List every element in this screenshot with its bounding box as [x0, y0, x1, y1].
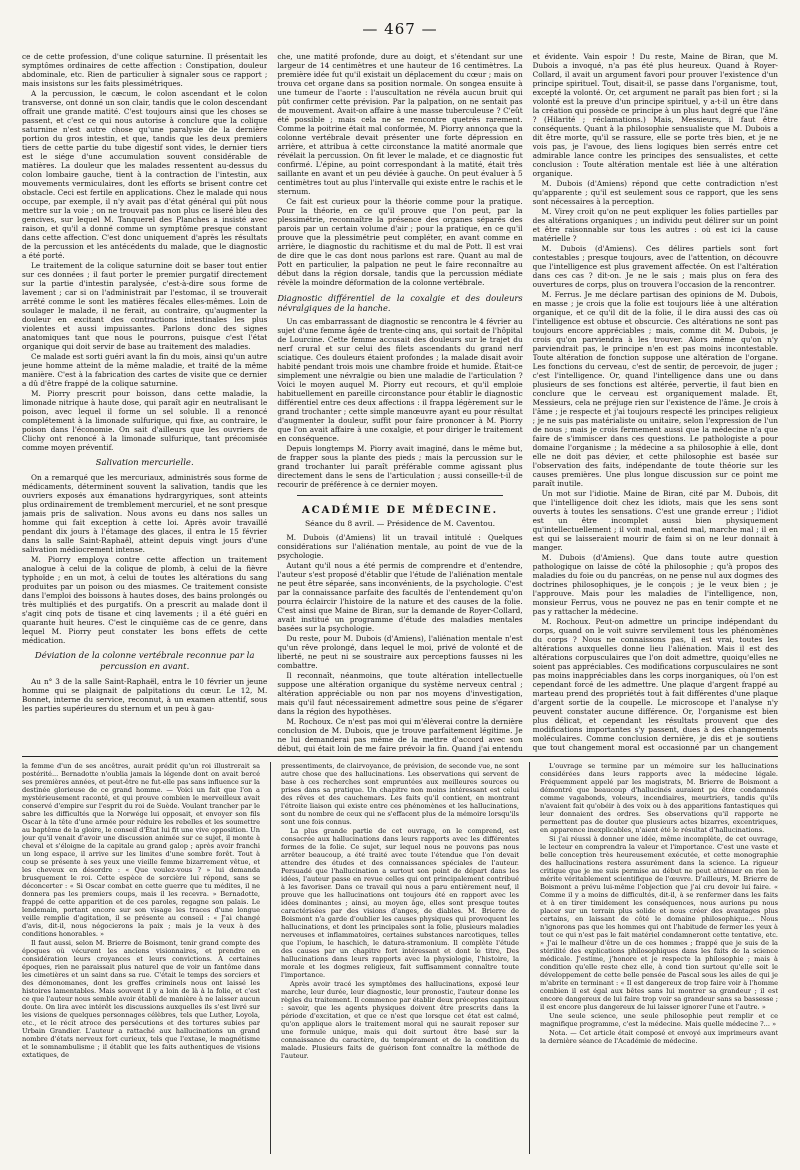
academy-heading: ACADÉMIE DE MÉDECINE.: [301, 505, 499, 516]
paragraph: Ce fait est curieux pour la théorie comme pour la pratique. Pour la théorie, en ce qu'il prouve que l'on peut, par la plessimétrie, reconnaître la présence des organes séparés des parois par un certain volume d'air ; pour la pratique, en ce qu'il prouve que la plessimétrie peut compléter, en avant comme en arrière, le diagnostic du rachitisme et du mal de Pott. Il est vrai de dire que le cas dont nous parlons est rare. Quant au mal de Pott en particulier, la palpation ne peut le faire reconnaître au début dans la région dorsale, tandis que la percussion médiate révèle la moindre déformation de la colonne vertébrale.: [277, 197, 523, 287]
paragraph: Le traitement de la colique saturnine doit se baser tout entier sur ces données ; il faut porter le premier purgatif directement sur la partie d'intestin paralysée, c'est-à-dire sous forme de lavement ; car si on l'administrait par l'estomac, il se trouverait arrêté comme le sont les matières fécales elles-mêmes. Loin de soulager le malade, il ne ferait, au contraire, qu'augmenter la douleur en excitant des contractions intestinales les plus violentes et aussi impuissantes. Parlons donc des signes anatomiques tant que nous le pourrons, puisque c'est l'état organique qui doit servir de base au traitement des maladies.: [22, 261, 268, 351]
paragraph: L'ouvrage se termine par un mémoire sur les hallucinations considérées dans leurs rapports avec la médecine légale. Fréquemment appelé par les magistrats, M. Brierre de Boismont a démontré que beaucoup d'hallucinés auraient pu être condamnés comme vagabonds, voleurs, incendiaires, meurtriers, tandis qu'ils n'avaient fait qu'obéir à des voix ou à des apparitions fantastiques qui leur donnaient des ordres. Ses observations qu'il rapporte ne permettent pas de douter que plusieurs actes bizarres, excentriques, en apparence inexplicables, n'aient été le résultat d'hallucinations.: [540, 762, 778, 834]
paragraph: Il reconnaît, néanmoins, que toute altération intellectuelle suppose une altération organique du système nerveux central ; altération appréciable ou non par nos moyens d'investigation, mais qu'il faut nécessairement admettre sous peine de s'égarer dans la région des hypothèses.: [277, 671, 523, 716]
paragraph: Au n° 3 de la salle Saint-Raphaël, entra le 10 février un jeune homme qui se plaignait de palpitations du cœur. Le 12, M. Bonnet, interne du service, reconnut, à un examen attentif, sous les parties supérieures du sternum et un peu à gau-: [22, 677, 268, 713]
paragraph: Un mot sur l'idiotie. Maine de Biran, cité par M. Dubois, dit que l'intelligence doit chez les idiots, mais que les sens sont ouverts à toutes les sensations. C'est une grande erreur ; l'idiot est un être incomplet aussi bien physiquement qu'intellectuellement ; il voit mal, entend mal, marche mal ; il en est qui se laisseraient mourir de faim si on ne leur donnait à manger.: [532, 489, 778, 552]
paragraph: La plus grande partie de cet ouvrage, on le comprend, est consacrée aux hallucinations dans leurs rapports avec les différentes formes de la folie. Ce sujet, sur lequel nous ne pouvons pas nous arrêter beaucoup, a été traité avec toute l'étendue que l'on devait attendre des études et des connaissances spéciales de l'auteur. Persuadé que l'hallucination a surtout son point de départ dans les idées, l'auteur passe en revue celles qui ont principalement contribué à les favoriser. Dans ce travail qui nous a paru entièrement neuf, il prouve que les hallucinations ont toujours été en rapport avec les idées dominantes ; ainsi, au moyen âge, elles sont presque toutes caractérisées par des visions d'anges, de diables. M. Brierre de Boismont n'a garde d'oublier les causes physiques qui provoquent les hallucinations, et dont les principales sont la folie, plusieurs maladies nerveuses et inflammatoires, certaines substances narcotiques, telles que l'opium, le haschich, le datura-stramonium. Il complète l'étude des causes par un chapitre fort intéressant et dont le titre, Des hallucinations dans leurs rapports avec la physiologie, l'histoire, la morale et les dogmes religieux, fait suffisamment connaître toute l'importance.: [281, 827, 519, 979]
page-number: — 467 —: [362, 20, 438, 38]
paragraph: Si j'ai réussi à donner une idée, même incomplète, de cet ouvrage, le lecteur en comprendra la valeur et l'importance. C'est une vaste et belle conception très heureusement exécutée, et cette monographie des hallucinations restera assurément dans la science. La rigueur critique que je me suis permise au début ne peut atténuer en rien le mérite véritablement scientifique de l'œuvre. D'ailleurs, M. Brierre de Boismont a prévu lui-même l'objection que j'ai cru devoir lui faire. « Comme il y a moins de difficultés, dit-il, à se renfermer dans les faits et à en tirer timidement les conséquences, nous aurions pu nous placer sur un terrain plus solide et nous créer des avantages plus certains, en laissant de côté le domaine philosophique... Nous n'ignorons pas que les hommes qui ont l'habitude de fermer les yeux à tout ce qui n'est pas le fait matériel condamneront cette tentative, etc. » J'ai le malheur d'être un de ces hommes ; frappé que je suis de la stérilité des explications philosophiques dans les faits de la science médicale. J'estime, j'honore et je respecte la philosophie ; mais à condition qu'elle reste chez elle, à cond tion surtout qu'elle soit le développement de cette belle pensée de Pascal sous les ailes de qui je m'abrite en terminant : « Il est dangereux de trop faire voir à l'homme combien il est égal aux bêtes sans lui montrer sa grandeur ; il est encore dangereux de lui faire trop voir sa grandeur sans sa bassesse ; il est encore plus dangereux de lui laisser ignorer l'une et l'autre. »: [540, 835, 778, 1011]
paragraph: M. Dubois (d'Amiens) lit un travail intitulé : Quelques considérations sur l'aliénation mentale, au point de vue de la psychologie.: [277, 533, 523, 560]
paragraph: On a remarqué que les mercuriaux, administrés sous forme de médicaments, déterminent souvent la salivation, tandis que les ouvriers exposés aux émanations hydrargyriques, sont atteints plus ordinairement de tremblement mercuriel, et ne sont presque jamais pris de salivation. Nous avons eu dans nos salles un homme qui fait exception à cette loi. Après avoir travaillé pendant dix jours à l'étamage des glaces, il entra le 15 février dans la salle Saint-Raphaël, atteint depuis vingt jours d'une salivation médiocrement intense.: [22, 473, 268, 554]
upper-column-2: [277, 52, 522, 752]
lower-column-1: [22, 762, 260, 1154]
paragraph: M. Rochoux. Peut-on admettre un principe indépendant du corps, quand on le voit suivre servilement tous les phénomènes du corps ? Nous ne connaissons pas, il est vrai, toutes les altérations auxquelles donne lieu l'aliénation. Mais il est des altérations corpusculaires que l'on doit admettre, quoiqu'elles ne soient pas appréciables. Ces modifications corpusculaires ne sont pas moins inappréciables dans les corps inorganiques, où l'on est cependant forcé de les admettre. Une plaque d'argent frappé au marteau prend des propriétés tout à fait différentes d'une plaque d'argent sortie de la coupelle. Le microscope et l'analyse n'y peuvent constater aucune différence. Or, l'organisme est bien plus délicat, et cependant les résultats prouvent que des modifications importantes s'y passent, dues à des changements moléculaires. Comme conclusion dernière, je dis et je soutiens que tout changement moral est occasionné par un changement: [532, 617, 778, 752]
paragraph: M. Piorry employa contre cette affection un traitement analogue à celui de la colique de plomb, à celui de la fièvre typhoïde ; en un mot, à celui de toutes les altérations du sang produites par un poison ou des miasmes. Ce traitement consiste dans l'emploi des boissons à hautes doses, des bains prolongés ou très multipliés et des purgatifs. On a prescrit au malade dont il s'agit cinq pots de tisane et cinq lavements ; il a été guéri en quarante huit heures. C'est le cinquième cas de ce genre, dans lequel M. Piorry peut constater les bons effets de cette médication.: [22, 555, 268, 645]
section-title-coxalgie: Diagnostic différentiel de la coxalgie et des douleurs névralgiques de la hanche.: [277, 293, 523, 313]
paragraph: M. Virey croit qu'on ne peut expliquer les folies partielles par des altérations organiques ; un individu peut délirer sur un point et être raisonnable sur tous les autres : où est ici la cause matérielle ?: [532, 207, 778, 243]
paragraph: Nota. — Cet article était composé et envoyé aux imprimeurs avant la dernière séance de l'Académie de médecine.: [540, 1029, 778, 1045]
divider: [297, 495, 502, 496]
lower-column-2: [281, 762, 519, 1154]
paragraph: et évidente. Vain espoir ! Du reste, Maine de Biran, que M. Dubois a invoqué, n'a pas été plus heureux. Quand à Royer-Collard, il avait un argument favori pour prouver l'existence d'un principe spirituel. Tout, disait-il, se passe dans l'organisme, tout, excepté la volonté. Or, cet argument ne paraît pas bien fort ; si la volonté est la preuve d'un principe spirituel, y a-t-il un être dans la création qui possède ce principe à un plus haut degré que l'âne ? (Hilarité ; réclamations.) Mais, Messieurs, il faut être conséquents. Quant à la philosophie sensualiste que M. Dubois a dit être morte, qu'il se rassure, elle se porte très bien, et je ne vois pas, je l'avoue, des liens logiques bien serrés entre cet admirable lance contre les principes des sensualistes, et cette conclusion : Toute altération mentale est liée à une altération organique.: [532, 52, 778, 178]
paragraph: Il faut aussi, selon M. Brierre de Boismont, tenir grand compte des époques où vécurent les anciens visionnaires, et prendre en considération leurs croyances et leurs convictions. A certaines époques, rien ne paraissait plus naturel que de voir un fantôme dans les cimetières et un saint dans sa rue. C'était le temps des sorciers et des démonomanes, dont les greffes criminels nous ont laissé les histoires lamentables. Mais souvent il y a loin de là à la folie, et c'est ce que l'auteur nous semble avoir établi de manière à ne laisser aucun doute. On lira avec intérêt les discussions auxquelles ils s'est livré sur les visions de quelques personnages célèbres, tels que Luther, Loyola, etc., et le récit atroce des persécutions et des tortures subies par Urbain Grandier. L'auteur a rattaché aux hallucinations un grand nombre d'états nerveux fort curieux, tels que l'extase, le magnétisme et le somnambulisme ; il établit que les faits authentiques de visions extatiques, de: [22, 939, 260, 1059]
upper-column-1: [22, 52, 267, 752]
paragraph: Ce malade est sorti guéri avant la fin du mois, ainsi qu'un autre jeune homme atteint de la même maladie, et traité de la même manière. C'est à la fabrication des cartes de visite que ce dernier a dû d'être frappé de la colique saturnine.: [22, 352, 268, 388]
paragraph: Après avoir tracé les symptômes des hallucinations, exposé leur marche, leur durée, leur diagnostic, leur pronostic, l'auteur donne les règles du traitement. Il commence par établir deux préceptes capitaux : savoir, que les agents physiques doivent être prescrits dans la période d'excitation, et que ce n'est que lorsque cet état est calmé, qu'on applique alors le traitement moral qui ne saurait reposer sur une formule unique, mais qui doit surtout être basé sur la connaissance du caractère, du tempérament et de la condition du malade. Plusieurs faits de guérison font connaître la méthode de l'auteur.: [281, 980, 519, 1060]
paragraph: Une seule science, une seule philosophie peut remplir et ce magnifique programme, c'est la médecine. Mais quelle médecine ?... »: [540, 1012, 778, 1028]
paragraph: M. Dubois (d'Amiens). Ces délires partiels sont fort contestables ; presque toujours, avec de l'attention, on découvre que l'intelligence est plus gravement affectée. On est l'altération dans ces cas ? dit-on. Je ne le sais ; mais plus on fera des ouvertures de corps, plus on trouvera l'occasion de la rencontrer.: [532, 244, 778, 289]
feuilleton-divider: [22, 756, 778, 757]
paragraph: Du reste, pour M. Dubois (d'Amiens), l'aliénation mentale n'est qu'un rêve prolongé, dans lequel le moi, privé de volonté et de liberté, ne peut ni se soustraire aux perceptions fausses ni les combattre.: [277, 634, 523, 670]
paragraph: la femme d'un de ses ancêtres, aurait prédit qu'un roi illustrerait sa postérité... Bernadotte n'oublia jamais la légende dont on avait bercé ses premières années, et peut-être ne fut-elle pas sans influence sur la destinée glorieuse de ce grand homme. — Voici un fait que l'on a mystérieusement raconté, et qui prouve combien le merveilleux avait conservé d'empire sur l'esprit du roi de Suède. Voulant trancher par le sabre les difficultés que la Norwége lui opposait, et envoyer son fils Oscar à la tête d'une armée pour réduire les rebelles et les soumettre au baptême de la gloire, le conseil d'État lui fit une vive opposition. Un jour qu'il venait d'avoir une discussion animée sur ce sujet, il monte à cheval et s'éloigne de la capitale au grand galop ; après avoir franchi un long espace, il arrive sur les limites d'une sombre forêt. Tout à coup se présente à ses yeux une vieille femme bizarrement vêtue, et les cheveux en désordre : « Que voulez-vous ? » lui demanda brusquement le roi. Cette espèce de sorcière lui répond, sans se déconcerter : « Si Oscar combat en cette guerre que tu médites, il ne donnera pas les premiers coups, mais il les recevra. » Bernadotte, frappé de cette apparition et de ces paroles, regagne son palais. Le lendemain, portant encore sur son visage les traces d'une longue veille remplie d'agitation, il se présente au conseil : « J'ai changé d'avis, dit-il, nous négocierons la paix ; mais je la veux à des conditions honorables. »: [22, 762, 260, 938]
section-title-deviation: Déviation de la colonne vertébrale reconnue par la percussion en avant.: [34, 651, 255, 672]
paragraph: ce de cette profession, d'une colique saturnine. Il présentait les symptômes ordinaires de cette affection : Constipation, douleur abdominale, etc. Rien de particulier à signaler sous ce rapport ; mais insistons sur les faits plessimétriques.: [22, 52, 268, 88]
seance-line: Séance du 8 avril. — Présidence de M. Caventou.: [304, 519, 496, 528]
newspaper-page: [22, 14, 778, 1160]
paragraph: M. Ferrus. Je me déclare partisan des opinions de M. Dubois, en masse ; je crois que la folie est toujours liée à une altération organique, et ce qu'il dit de la folie, il le dira aussi des cas où l'intelligence est obtuse et obscurcie. Ces altérations ne sont pas toujours encore appréciables ; mais, comme dit M. Dubois, je crois qu'on parviendra à les trouver. Alors même qu'on n'y parviendrait pas, le principe n'en est pas moins incontestable. Toute altération de fonction suppose une altération de l'organe. Les fonctions du cerveau, c'est de sentir, de percevoir, de juger ; c'est l'intelligence. Or, quand l'intelligence dans une ou dans plusieurs de ses fonctions est altérée, pervertie, il faut bien en conclure que le cerveau est organiquement malade. Et, Messieurs, cela ne préjuge rien sur l'existence de l'âme. Je crois à l'âme ; je respecte et j'ai toujours respecté les principes religieux ; je ne suis pas matérialiste ou unitaire, selon l'expression de l'un de nous ; mais je crois fermement aussi que la médecine n'a que faire de s'immiscer dans ces questions. Le pathologiste a pour domaine l'organisme ; la médecine a sa philosophie à elle, dont elle ne doit pas dévier, et cette philosophie est basée sur l'observation des faits, indépendante de toute théorie sur les causes premières. Une plus longue discussion sur ce point me paraît inutile.: [532, 290, 778, 488]
paragraph: M. Dubois (d'Amiens) répond que cette contradiction n'est qu'apparente ; qu'il est seulement sous ce rapport, que les sens sont nécessaires à la perception.: [532, 179, 778, 206]
paragraph: M. Piorry prescrit pour boisson, dans cette maladie, la limonade nitrique à haute dose, qui paraît agir en neutralisant le poison, avec lequel il forme un sel soluble. Il a renoncé complétement à la limonade sulfurique, qui fixe, au contraire, le poison dans l'économie. On sait d'ailleurs que les ouvriers de Clichy ont renoncé à la limonade sulfurique, tant précomisée comme moyen préventif.: [22, 389, 268, 452]
paragraph: M. Rochoux. Ce n'est pas moi qui m'élèverai contre la dernière conclusion de M. Dubois, que je trouve parfaitement légitime. Je ne lui demanderai pas même de la mettre d'accord avec son début, qui était loin de me faire prévoir la fin. Quand j'ai entendu: [277, 717, 523, 752]
column-divider: [529, 762, 530, 1154]
paragraph: pressentiments, de clairvoyance, de prévision, de seconde vue, ne sont autre chose que des hallucinations. Les observations qui servent de base à ces recherches sont empruntées aux meilleures sources ou prises dans sa pratique. Un chapitre non moins intéressant est celui des rêves et des cauchemars. Les faits qu'il contient, en montrant l'étroite liaison qui existe entre ces phénomènes et les hallucinations, sont du nombre de ceux qui ne s'effacent plus de la mémoire lorsqu'ils sont une fois connus.: [281, 762, 519, 826]
upper-column-3: [533, 52, 778, 752]
feuilleton-section: [22, 762, 778, 1154]
paragraph: Un cas embarrassant de diagnostic se rencontra le 4 février au sujet d'une femme âgée de trente-cinq ans, qui sortait de l'hôpital de Lourcine. Cette femme accusait des douleurs sur le trajet du nerf crural et sur celui des filets ascendants du grand nerf sciatique. Ces douleurs étaient profondes ; la malade disait avoir habité pendant trois mois une chambre froide et humide. Était-ce simplement une névralgie ou bien une maladie de l'articulation ? Voici le moyen auquel M. Piorry eut recours, et qu'il emploie habituellement en pareille circonstance pour établir le diagnostic différentiel entre ces deux affections : il frappa légèrement sur le grand trochanter ; cette simple manœuvre ayant eu pour résultat d'augmenter la douleur, suffit pour faire prononcer à M. Piorry que l'on avait affaire à une coxalgie, et pour diriger le traitement en conséquence.: [277, 317, 523, 443]
column-divider: [270, 762, 271, 1154]
section-title-salivation: Salivation mercurielle.: [95, 458, 194, 468]
lower-column-3: [540, 762, 778, 1154]
upper-section: [22, 52, 778, 752]
paragraph: Autant qu'il nous a été permis de comprendre et d'entendre, l'auteur s'est proposé d'établir que l'étude de l'aliénation mentale ne peut être séparée, sans inconvénients, de la psychologie. C'est par la connaissance parfaite des facultés de l'entendement qu'on pourra éclaircir l'histoire de la nature et des causes de la folie. C'est ainsi que Maine de Biran, sur la demande de Royer-Collard, avait institué un programme d'étude des maladies mentales basées sur la psychologie.: [277, 561, 523, 633]
paragraph: M. Dubois (d'Amiens). Que dans toute autre question pathologique on laisse de côté la philosophie ; qu'à propos des maladies du foie ou du pancréas, on ne pense nul aux dogmes des doctrines philosophiques, je le conçois ; je le veux bien ; je l'approuve. Mais pour les maladies de l'intelligence, non, monsieur Ferrus, vous ne pouvez ne pas en tenir compte et ne pas y rattacher la médecine.: [532, 553, 778, 616]
paragraph: Depuis longtemps M. Piorry avait imaginé, dans le même but, de frapper sous la plante des pieds ; mais la percussion sur le grand trochanter lui paraît préférable comme agissant plus directement dans le sens de l'articulation ; aussi conseille-t-il de recourir de préférence à ce dernier moyen.: [277, 444, 523, 489]
paragraph: che, une matité profonde, dure au doigt, et s'étendant sur une largeur de 14 centimètres et une hauteur de 16 centimètres. La première idée fut qu'il existait un déplacement du cœur ; mais on trouva cet organe dans sa position normale. On songea ensuite à une tumeur de l'aorte : l'auscultation ne révéla aucun bruit qui pût confirmer cette prévision. Par la palpation, on ne sentait pas de mouvement. Avait-on affaire à une masse tuberculeuse ? C'eût été possible ; mais cela ne se rencontre quetrès rarement. Comme la poitrine était mal conformée, M. Piorry annonça que la colonne vertébrale devait présenter une forte dépression en arrière, et attribua à cette circonstance la matité anormale que révélait la percussion. On fit lever le malade, et ce diagnostic fut confirmé. L'épine, au point correspondant à la matité, était très saillante en avant et un peu déviée à gauche. On peut évaluer à 5 centimètres tout au plus l'intervalle qui existe entre le rachis et le sternum.: [277, 52, 523, 196]
paragraph: A la percussion, le cæcum, le colon ascendant et le colon transverse, ont donné un son clair, tandis que le colon descendant offrait une grande matité. C'est toujours ainsi que les choses se passent, et c'est ce qui nous autorise à conclure que la colique saturnine n'est autre chose qu'une paralysie de la dernière portion du gros intestin, et que, tandis que les deux premiers tiers de cette partie du tube digestif sont vides, le dernier tiers est le siége d'une accumulation souvent considérable de matières. La douleur que les malades ressentent au-dessus du colon lombaire gauche, tient à la contraction de l'intestin, aux mouvements vermiculaires, dont les efforts se brisent contre cet obstacle. Ceci est fertile en applications. Chez le malade qui nous occupe, par exemple, il n'y avait pas d'état général qui pût nous mettre sur la voie ; on ne trouvait pas non plus ce liseré bleu des gencives, sur lequel M. Tanquerel des Planches a insisté avec raison, et qu'il a donné comme un symptôme presque constant dans cette affection. C'est donc uniquement d'après les résultats de la percussion et les antécédents du malade, que le diagnostic a été porté.: [22, 89, 268, 260]
